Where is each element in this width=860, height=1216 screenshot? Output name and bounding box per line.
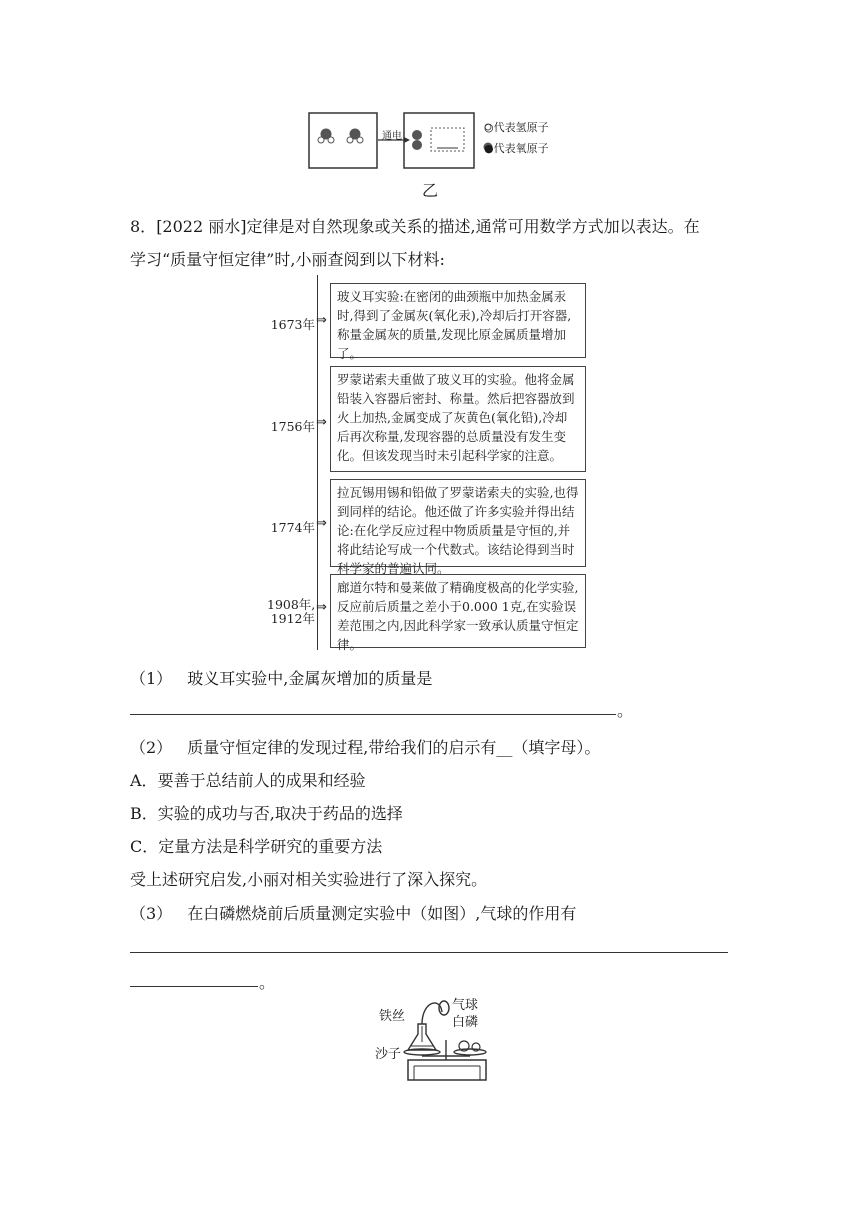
timeline-entry: 廊道尔特和曼莱做了精确度极高的化学实验,反应前后质量之差小于0.000 1克,在实验误差范围之内,因此科学家一致承认质量守恒定律。 xyxy=(330,574,586,648)
answer-blank-1[interactable] xyxy=(130,714,616,715)
balance-base xyxy=(408,1060,486,1080)
answer-blank-3b[interactable] xyxy=(130,986,258,987)
sub-question-2 xyxy=(130,735,600,758)
timeline-year: 1673年 xyxy=(270,317,315,332)
label-balloon: 气球 xyxy=(452,998,479,1013)
transition-text: 受上述研究启发,小丽对相关实验进行了深入探究。 xyxy=(130,870,488,889)
option-c xyxy=(130,834,382,857)
sub3-end: 。 xyxy=(259,973,276,992)
option-b xyxy=(130,801,403,824)
timeline-year: 1756年 xyxy=(270,419,315,434)
question-number: 8． xyxy=(130,217,157,236)
answer-blank-2[interactable]: __ xyxy=(496,738,513,757)
timeline-arrow-icon: ⇒ xyxy=(316,415,327,430)
right-pan xyxy=(454,1049,486,1055)
timeline-entry: 拉瓦锡用锡和铅做了罗蒙诺索夫的实验,也得到同样的结论。他还做了许多实验并得出结论:在化学反应过程中物质质量是守恒的,并将此结论写成一个代数式。该结论得到当时科学家的普遍认同。 xyxy=(330,479,586,567)
sub1-end: 。 xyxy=(617,701,634,720)
option-a xyxy=(130,768,366,791)
option-text: 要善于总结前人的成果和经验 xyxy=(157,771,366,790)
water-molecule-left xyxy=(318,129,334,144)
timeline-entry: 玻义耳实验:在密闭的曲颈瓶中加热金属汞时,得到了金属灰(氧化汞),冷却后打开容器,称量金属灰的质量,发现比原金属质量增加了。 xyxy=(330,283,586,358)
timeline-year: 1774年 xyxy=(270,520,315,535)
question-8-line1 xyxy=(130,214,700,237)
timeline-arrow-icon: ⇒ xyxy=(316,313,327,328)
timeline-arrow-icon: ⇒ xyxy=(316,600,327,615)
sub1-label: （1） xyxy=(130,669,173,688)
label-wire: 铁丝 xyxy=(379,1009,406,1024)
label-phosphorus: 白磷 xyxy=(452,1015,479,1030)
question-8-line2: 学习“质量守恒定律”时,小丽查阅到以下材料: xyxy=(130,250,445,269)
balance-apparatus-diagram xyxy=(400,994,500,1084)
oxygen-molecule xyxy=(412,130,422,150)
question-source: [2022 丽水] xyxy=(156,217,247,236)
answer-blank-3a[interactable] xyxy=(130,952,728,953)
question-intro: 定律是对自然现象或关系的描述,通常可用数学方式加以表达。在 xyxy=(246,217,700,236)
timeline-arrow-icon: ⇒ xyxy=(316,516,327,531)
sub2-text: 质量守恒定律的发现过程,带给我们的启示有 xyxy=(187,738,497,757)
sub2-tail: （填字母）。 xyxy=(512,738,601,757)
option-text: 实验的成功与否,取决于药品的选择 xyxy=(157,804,403,823)
label-sand: 沙子 xyxy=(375,1047,402,1062)
timeline-axis xyxy=(317,275,318,650)
sub1-text: 玻义耳实验中,金属灰增加的质量是 xyxy=(187,669,433,688)
electrolysis-diagram xyxy=(300,108,600,170)
option-letter: C． xyxy=(130,837,159,856)
sub-question-3 xyxy=(130,901,576,924)
legend-oxygen: ●代表氧原子 xyxy=(484,142,549,155)
arrow-label: 通电 xyxy=(382,131,402,142)
timeline-entry: 罗蒙诺索夫重做了玻义耳的实验。他将金属铅装入容器后密封、称量。然后把容器放到火上加热,金属变成了灰黄色(氧化铅),冷却后再次称量,发现容器的总质量没有发生变化。但该发现当时未引起科学家的注意。 xyxy=(330,366,586,472)
water-molecule-right xyxy=(347,129,363,144)
option-letter: A． xyxy=(130,771,158,790)
sub3-label: （3） xyxy=(130,904,173,923)
option-text: 定量方法是科学研究的重要方法 xyxy=(158,837,383,856)
figure-caption: 乙 xyxy=(422,181,439,200)
sub2-label: （2） xyxy=(130,738,173,757)
timeline-year: 1908年, 1912年 xyxy=(267,597,316,626)
sub3-text: 在白磷燃烧前后质量测定实验中（如图）,气球的作用有 xyxy=(187,904,577,923)
legend-hydrogen: ○代表氢原子 xyxy=(484,121,549,134)
option-letter: B． xyxy=(130,804,158,823)
sub-question-1 xyxy=(130,666,432,689)
